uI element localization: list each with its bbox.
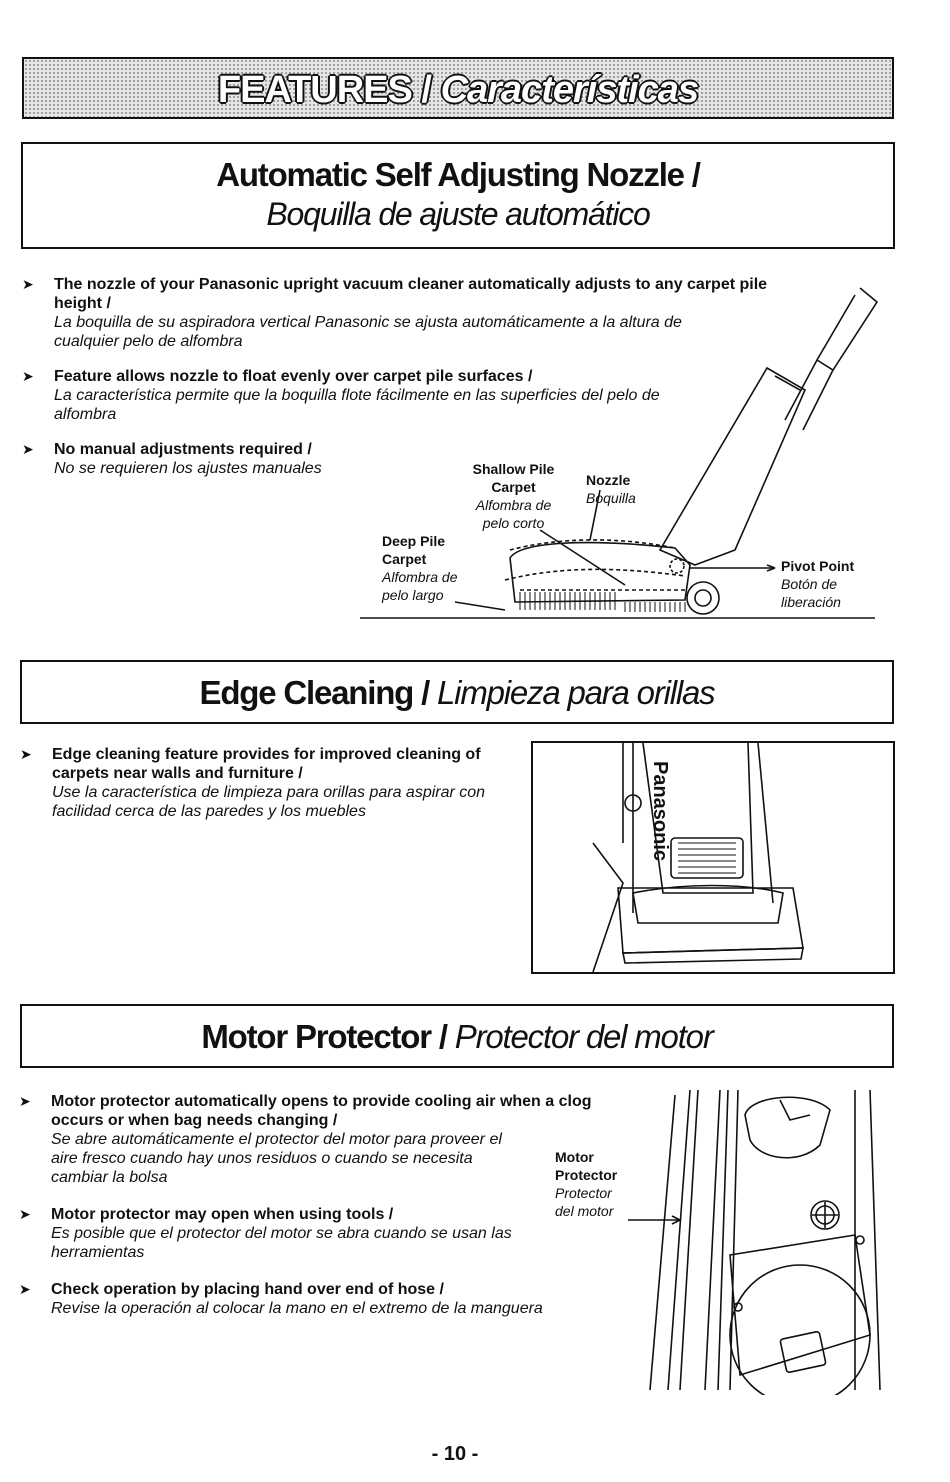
- nozzle-bullet-1-es: La boquilla de su aspiradora vertical Panasonic se ajusta automáticamente a la altura de cualquier pelo de alfombra: [54, 314, 682, 350]
- shallow-pile-label-es: Alfombra de pelo corto: [475, 497, 552, 531]
- pivot-point-label: [781, 557, 881, 611]
- edge-heading-box: [20, 660, 894, 724]
- nozzle-label-es: Boquilla: [586, 490, 636, 506]
- nozzle-bullet-3-en: No manual adjustments required /: [54, 441, 312, 458]
- deep-pile-label-es: Alfombra de pelo largo: [382, 569, 458, 603]
- features-title: [24, 69, 892, 112]
- motor-title-separator: /: [430, 1018, 455, 1055]
- motor-bullet-1-en: Motor protector automatically opens to provide cooling air when a clog occurs or when bag needs changing /: [51, 1093, 592, 1129]
- motor-bullet-2-es: Es posible que el protector del motor se abra cuando se usan las herramientas: [51, 1225, 512, 1261]
- page-number: - 10 -: [431, 1443, 479, 1465]
- nozzle-title-en: Automatic Self Adjusting Nozzle /: [216, 156, 700, 193]
- pivot-point-label-en: Pivot Point: [781, 558, 855, 574]
- nozzle-bullet-3: [22, 440, 394, 478]
- motor-protector-label-en: Motor Protector: [555, 1149, 618, 1183]
- bullet-arrow-icon: ➤: [19, 1281, 31, 1297]
- nozzle-bullet-2-es: La característica permite que la boquilla flote fácilmente en las superficies del pelo de alfombra: [54, 387, 660, 423]
- bullet-arrow-icon: ➤: [20, 746, 32, 762]
- nozzle-label: [586, 471, 661, 507]
- motor-bullet-3-es: Revise la operación al colocar la mano en el extremo de la manguera: [51, 1300, 543, 1317]
- nozzle-label-en: Nozzle: [586, 472, 631, 488]
- bullet-arrow-icon: ➤: [22, 441, 34, 457]
- deep-pile-label: [382, 532, 482, 604]
- edge-bullet-1: [20, 745, 492, 821]
- nozzle-bullet-2-en: Feature allows nozzle to float evenly over carpet pile surfaces /: [54, 368, 533, 385]
- bullet-arrow-icon: ➤: [19, 1206, 31, 1222]
- edge-bullet-1-es: Use la característica de limpieza para orillas para aspirar con facilidad cerca de las paredes y los muebles: [52, 784, 486, 820]
- nozzle-heading-box: [21, 142, 895, 249]
- shallow-pile-label: [466, 460, 561, 532]
- features-banner: [22, 57, 894, 119]
- motor-protector-illustration: [620, 1085, 895, 1395]
- pivot-point-label-es: Botón de liberación: [781, 576, 841, 610]
- motor-bullet-2-en: Motor protector may open when using tools /: [51, 1206, 394, 1223]
- features-title-es: Características: [440, 69, 699, 111]
- bullet-arrow-icon: ➤: [22, 276, 34, 292]
- edge-title-es: Limpieza para orillas: [437, 674, 715, 711]
- shallow-pile-label-en: Shallow Pile Carpet: [472, 461, 555, 495]
- panasonic-brand: Panasonic: [649, 761, 671, 862]
- motor-protector-label-es: Protector del motor: [555, 1185, 614, 1219]
- motor-title: [22, 1018, 892, 1056]
- nozzle-bullet-3-es: No se requieren los ajustes manuales: [54, 460, 322, 477]
- motor-bullet-1-es: Se abre automáticamente el protector del motor para proveer el aire fresco cuando hay unos residuos o cuando se necesita cambiar la bolsa: [51, 1131, 502, 1186]
- edge-title: [22, 674, 892, 712]
- nozzle-bullet-1-en: The nozzle of your Panasonic upright vacuum cleaner automatically adjusts to any carpet pile height /: [54, 276, 768, 312]
- motor-title-en: Motor Protector: [201, 1018, 431, 1055]
- edge-title-separator: /: [413, 674, 438, 711]
- features-title-en: FEATURES: [217, 69, 412, 111]
- bullet-arrow-icon: ➤: [22, 368, 34, 384]
- motor-bullet-2: [19, 1205, 551, 1262]
- motor-bullet-3-en: Check operation by placing hand over end of hose /: [51, 1281, 444, 1298]
- edge-cleaning-figure: [531, 741, 895, 974]
- deep-pile-label-en: Deep Pile Carpet: [382, 533, 446, 567]
- edge-bullet-1-en: Edge cleaning feature provides for improved cleaning of carpets near walls and furniture /: [52, 746, 481, 782]
- motor-bullet-1: [19, 1092, 611, 1187]
- motor-heading-box: [20, 1004, 894, 1068]
- edge-cleaning-illustration: [533, 743, 893, 972]
- bullet-arrow-icon: ➤: [19, 1093, 31, 1109]
- edge-title-en: Edge Cleaning: [199, 674, 414, 711]
- motor-bullet-3: [19, 1280, 571, 1318]
- motor-title-es: Protector del motor: [454, 1018, 713, 1055]
- nozzle-title-es: Boquilla de ajuste automático: [266, 196, 650, 232]
- features-title-separator: /: [411, 69, 441, 111]
